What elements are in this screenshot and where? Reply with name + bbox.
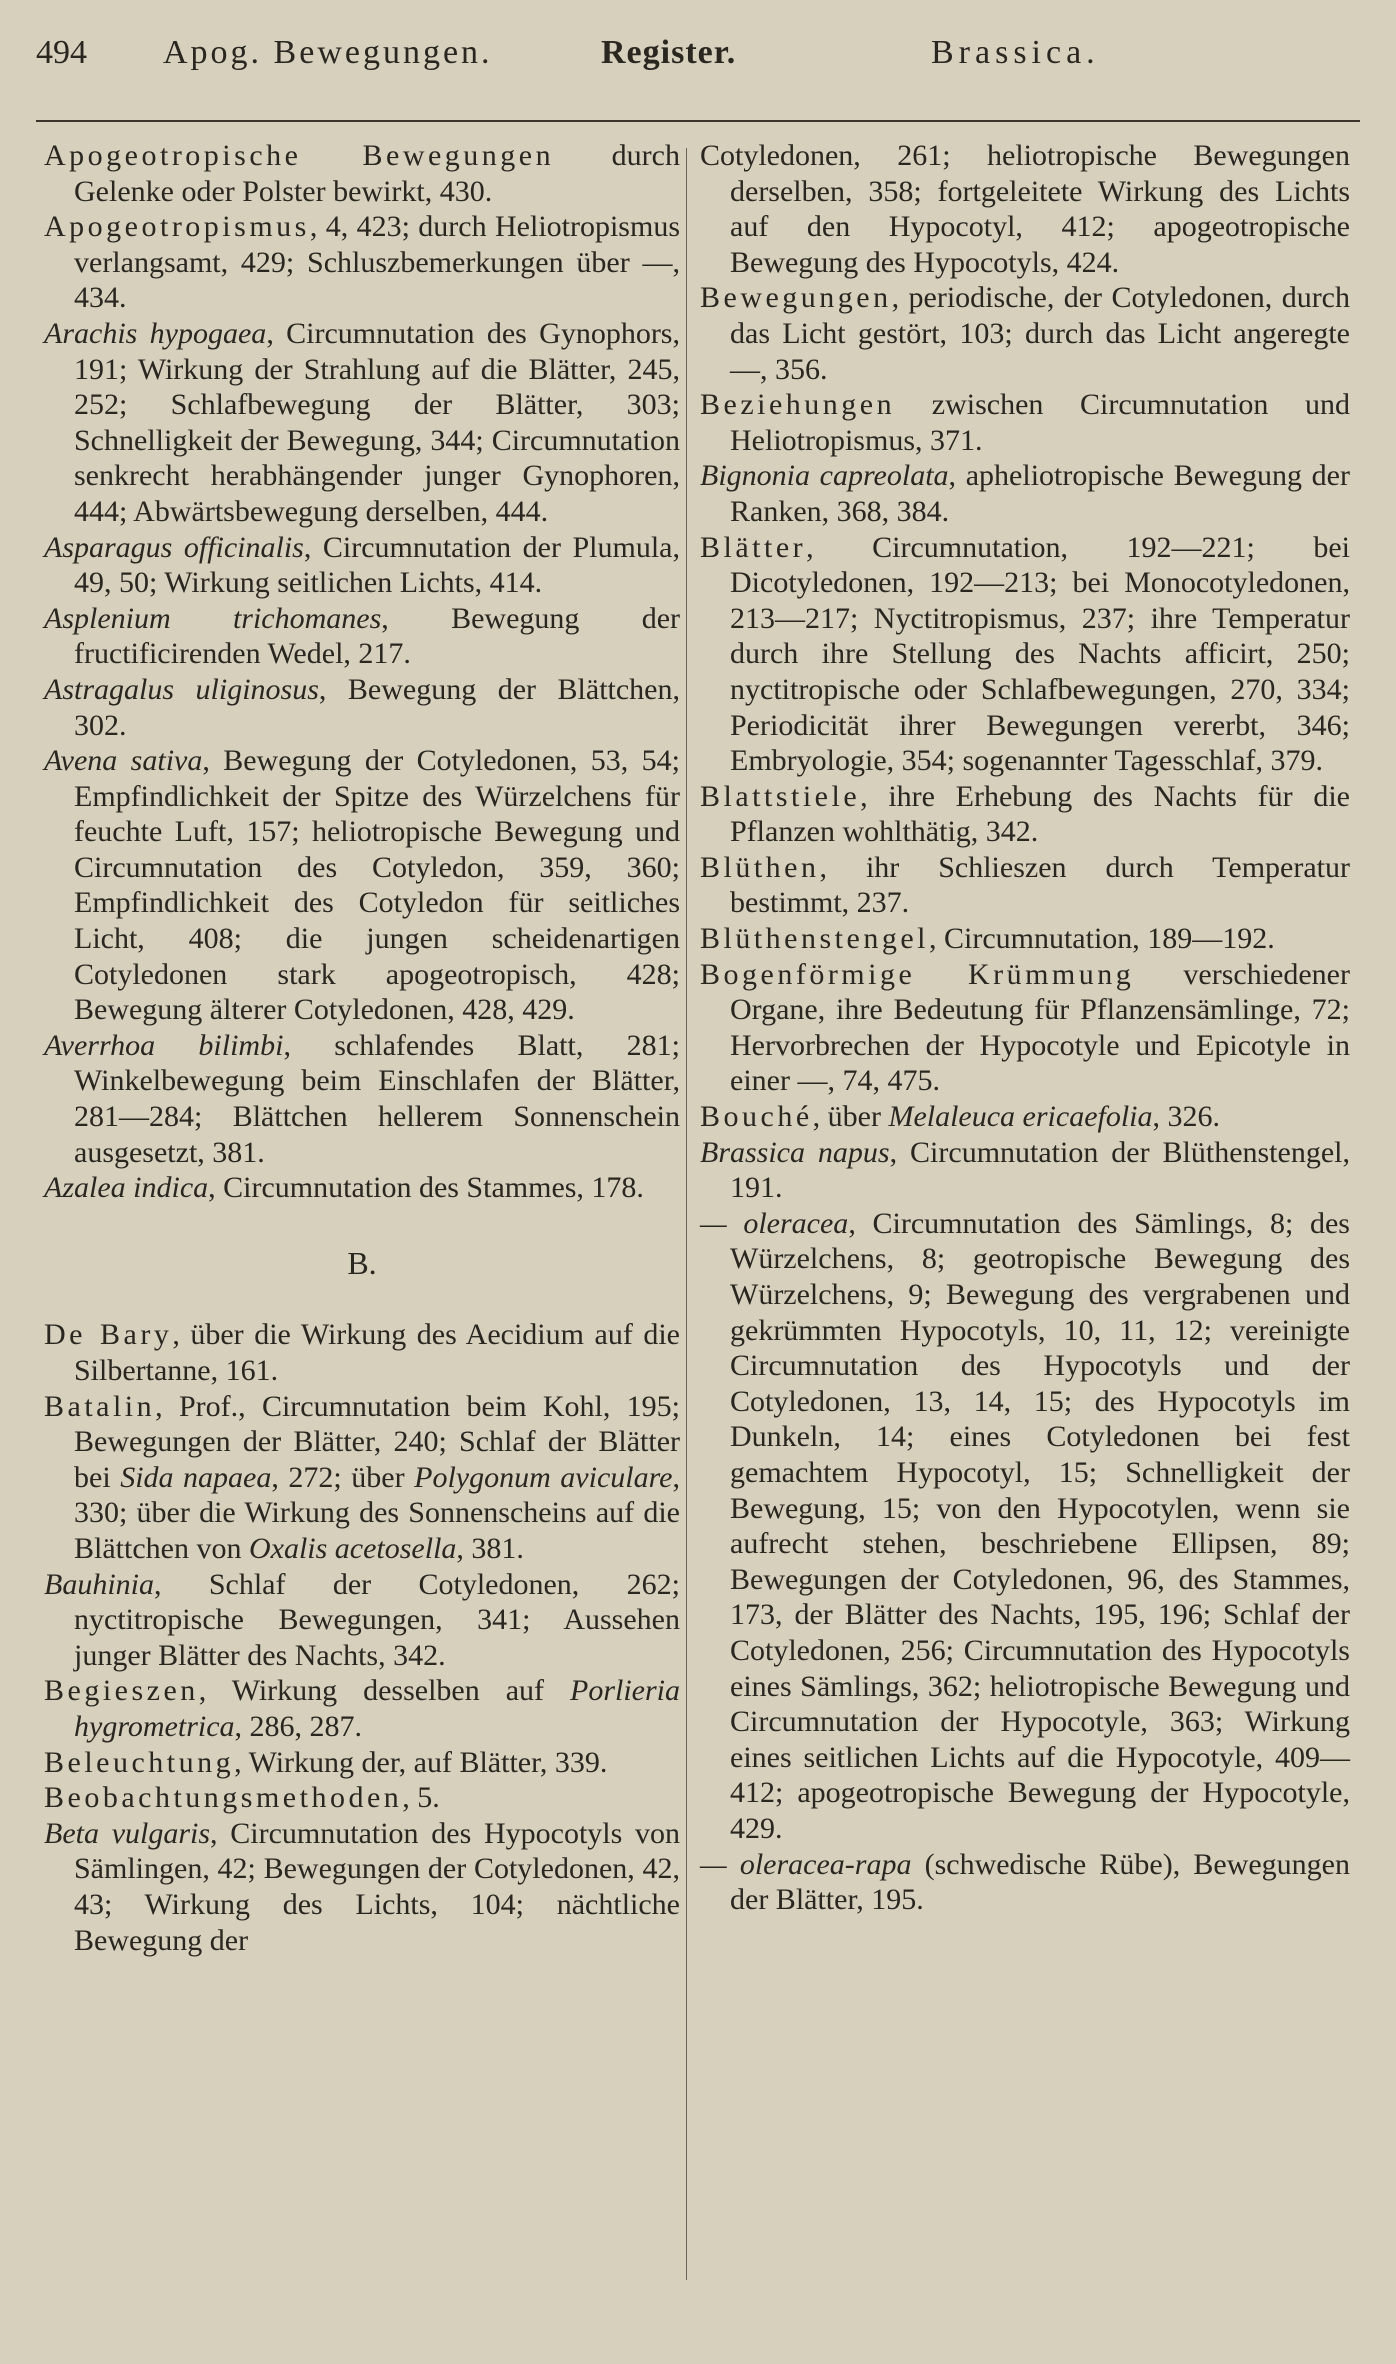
entry-text: , 286, 287.	[234, 1709, 363, 1743]
entry-headword: — oleracea-rapa	[700, 1847, 912, 1881]
header-rule	[36, 120, 1360, 122]
entry-headword: Beobachtungsmethoden	[44, 1781, 403, 1815]
entry-text: zwischen Circumnutation und Heliotropismus, 371.	[730, 388, 1350, 457]
entry-headword: Bignonia capreolata	[700, 459, 949, 493]
entry-headword: Bewegungen	[700, 281, 892, 315]
entry-italic-term: Melaleuca ericaefolia	[888, 1100, 1153, 1134]
index-entry	[44, 316, 680, 530]
entry-text: , Prof., Circumnutation beim Kohl, 195; Bewegungen der Blätter, 240; Schlaf der Blätter bei	[74, 1389, 680, 1494]
entry-headword: Avena sativa	[44, 744, 203, 778]
index-entry	[700, 1135, 1350, 1206]
index-entry	[44, 1673, 680, 1744]
index-entry	[700, 1099, 1350, 1135]
entry-text: , apheliotropische Bewegung der Ranken, 368, 384.	[730, 459, 1350, 528]
index-entry	[44, 1816, 680, 1958]
entry-text: Cotyledonen, 261; heliotropische Bewegungen derselben, 358; fortgeleitete Wirkung des Lichts auf den Hypocotyl, 412; apogeotropische Bewegung des Hypocotyls, 424.	[700, 139, 1350, 279]
entry-text: , periodische, der Cotyledonen, durch das Licht gestört, 103; durch das Licht angeregte —, 356.	[730, 281, 1350, 386]
entry-italic-term: Polygonum aviculare	[414, 1460, 673, 1494]
index-entry	[700, 1206, 1350, 1847]
entry-text: , Wirkung desselben auf	[198, 1674, 570, 1708]
entry-headword: Beta vulgaris	[44, 1816, 211, 1850]
right-column	[700, 138, 1350, 1918]
entry-headword: Bauhinia	[44, 1567, 154, 1601]
index-entry	[44, 1317, 680, 1388]
entry-headword: Begieszen	[44, 1674, 199, 1708]
entry-italic-term: Sida napaea	[120, 1460, 272, 1494]
entry-headword: — oleracea	[700, 1206, 849, 1240]
entry-text: , schlafendes Blatt, 281; Winkelbewegung beim Einschlafen der Blätter, 281—284; Blättchen hellerem Sonnenschein ausgesetzt, 381.	[74, 1028, 680, 1169]
entry-headword: Blätter	[700, 530, 807, 564]
header-left-title: Apog. Bewegungen.	[163, 34, 493, 71]
entry-text: , Circumnutation des Sämlings, 8; des Würzelchens, 8; geotropische Bewegung des Würzelchens, 9; Bewegung des vergrabenen und gekrümmten Hypocotyls, 10, 11, 12; vereinigte Circumnutation des Hypocotyls und der Cotyledonen, 13, 14, 15; des Hypocotyls im Dunkeln, 14; eines Cotyledonen bei fest gemachtem Hypocotyl, 15; Schnelligkeit der Bewegung, 15; von den Hypocotylen, wenn sie aufrecht stehen, beschriebene Ellipsen, 89; Bewegungen der Cotyledonen, 96, des Stammes, 173, der Blätter des Nachts, 195, 196; Schlaf der Cotyledonen, 256; Circumnutation des Hypocotyls eines Sämlings, 362; heliotropische Bewegung und Circumnutation der Hypocotyle, 363; Wirkung eines seitlichen Lichts auf die Hypocotyle, 409—412; apogeotropische Bewegung der Hypocotyle, 429.	[730, 1206, 1350, 1845]
entry-text: , ihre Erhebung des Nachts für die Pflanzen wohlthätig, 342.	[730, 779, 1350, 849]
index-entry	[700, 850, 1350, 921]
entry-headword: Asparagus officinalis	[44, 530, 304, 564]
column-divider	[686, 148, 687, 2280]
entry-headword: De Bary	[44, 1318, 173, 1352]
entry-text: , Circumnutation des Hypocotyls von Sämlingen, 42; Bewegungen der Cotyledonen, 42, 43; Wirkung des Lichts, 104; nächtliche Bewegung der	[74, 1816, 681, 1957]
index-entry	[44, 601, 680, 672]
entry-text: (schwedische Rübe), Bewegungen der Blätter, 195.	[730, 1847, 1350, 1917]
index-entry	[700, 280, 1350, 387]
header-center-title: Register.	[601, 34, 737, 71]
index-entry	[44, 672, 680, 743]
index-entry	[44, 743, 680, 1028]
entry-headword: Bogenförmige Krümmung	[700, 957, 1135, 991]
entry-text: , Circumnutation des Gynophors, 191; Wirkung der Strahlung auf die Blätter, 245, 252; Schlafbewegung der Blätter, 303; Schnelligkeit der Bewegung, 344; Circumnutation senkrecht herabhängender junger Gynophoren, 444; Abwärtsbewegung derselben, 444.	[74, 316, 680, 528]
index-entry	[700, 779, 1350, 850]
entry-italic-term: Oxalis acetosella	[248, 1531, 457, 1565]
entry-headword: Bouché	[700, 1100, 813, 1134]
entry-text: , 4, 423; durch Heliotropismus verlangsamt, 429; Schluszbemerkungen über —, 434.	[74, 210, 680, 315]
index-entry	[700, 138, 1350, 280]
index-entry	[44, 530, 680, 601]
index-entry	[44, 1780, 680, 1816]
index-entry	[700, 387, 1350, 458]
entry-text: , Circumnutation der Blüthenstengel, 191.	[730, 1135, 1350, 1205]
entry-text: , 5.	[402, 1781, 440, 1815]
entry-text: , Schlaf der Cotyledonen, 262; nyctitropische Bewegungen, 341; Aussehen junger Blätter des Nachts, 342.	[74, 1567, 680, 1672]
entry-headword: Batalin	[44, 1389, 156, 1423]
entry-headword: Blüthen	[700, 850, 820, 884]
entry-headword: Beleuchtung	[44, 1745, 235, 1779]
index-entry	[700, 458, 1350, 529]
index-entry	[44, 1389, 680, 1567]
entry-text: , Bewegung der Blättchen, 302.	[74, 672, 680, 742]
entry-text: verschiedener Organe, ihre Bedeutung für Pflanzensämlinge, 72; Hervorbrechen der Hypocotyle und Epicotyle in einer —, 74, 475.	[730, 957, 1350, 1098]
entry-text: , Bewegung der fructificirenden Wedel, 217.	[74, 601, 680, 671]
index-entry	[700, 530, 1350, 779]
entry-headword: Asplenium trichomanes	[44, 601, 382, 635]
entry-text: , ihr Schlieszen durch Temperatur bestimmt, 237.	[730, 850, 1350, 920]
entry-headword: Brassica napus	[700, 1135, 890, 1169]
index-entry	[44, 1028, 680, 1170]
entry-text: , Circumnutation, 192—221; bei Dicotyledonen, 192—213; bei Monocotyledonen, 213—217; Nyctitropismus, 237; ihre Temperatur durch ihre Stellung des Nachts afficirt, 250; nyctitropische oder Schlafbewegungen, 270, 334; Periodicität ihrer Bewegungen vererbt, 346; Embryologie, 354; sogenannter Tagesschlaf, 379.	[730, 530, 1350, 778]
index-entry	[44, 1567, 680, 1674]
entry-text: , Circumnutation der Plumula, 49, 50; Wirkung seitlichen Lichts, 414.	[74, 530, 680, 600]
entry-text: durch Gelenke oder Polster bewirkt, 430.	[74, 139, 680, 208]
section-letter: B.	[347, 1244, 377, 1281]
entry-text: , Circumnutation, 189—192.	[928, 922, 1275, 956]
entry-text: , Circumnutation des Stammes, 178.	[208, 1171, 644, 1205]
entry-headword: Blüthenstengel	[700, 922, 929, 956]
entry-text: , 330; über die Wirkung des Sonnenscheins auf die Blättchen von	[74, 1460, 680, 1565]
entry-headword: Astragalus uliginosus	[44, 672, 319, 706]
index-entry	[44, 1170, 680, 1206]
header-right-title: Brassica.	[931, 34, 1100, 71]
entry-headword: Apogeotropismus	[44, 210, 310, 244]
entry-text: , 381.	[456, 1531, 524, 1565]
entry-text: , Wirkung der, auf Blätter, 339.	[234, 1745, 608, 1779]
entry-text: , über	[812, 1100, 889, 1134]
left-column	[44, 138, 680, 1958]
index-entry	[700, 957, 1350, 1099]
entry-headword: Azalea indica	[44, 1171, 209, 1205]
entry-headword: Blattstiele	[700, 779, 861, 813]
entry-headword: Apogeotropische Bewegungen	[44, 139, 555, 172]
entry-headword: Averrhoa bilimbi	[44, 1028, 284, 1062]
entry-text: , über die Wirkung des Aecidium auf die Silbertanne, 161.	[74, 1318, 680, 1387]
entry-text: , 326.	[1152, 1100, 1221, 1134]
index-entry	[44, 1745, 680, 1781]
index-entry	[700, 921, 1350, 957]
entry-headword: Beziehungen	[700, 388, 896, 422]
index-entry	[700, 1847, 1350, 1918]
running-header	[36, 34, 1356, 94]
page-number: 494	[36, 34, 87, 71]
entry-text: , Bewegung der Cotyledonen, 53, 54; Empfindlichkeit der Spitze des Würzelchens für feuchte Luft, 157; heliotropische Bewegung und Circumnutation des Cotyledon, 359, 360; Empfindlichkeit des Cotyledon für seitliches Licht, 408; die jungen scheidenartigen Cotyledonen stark apogeotropisch, 428; Bewegung älterer Cotyledonen, 428, 429.	[74, 744, 680, 1027]
entry-italic-term: Porlieria hygrometrica	[74, 1674, 680, 1743]
entry-headword: Arachis hypogaea	[44, 316, 267, 350]
entry-text: , 272; über	[271, 1460, 415, 1494]
index-entry	[44, 138, 680, 209]
index-entry	[44, 209, 680, 316]
